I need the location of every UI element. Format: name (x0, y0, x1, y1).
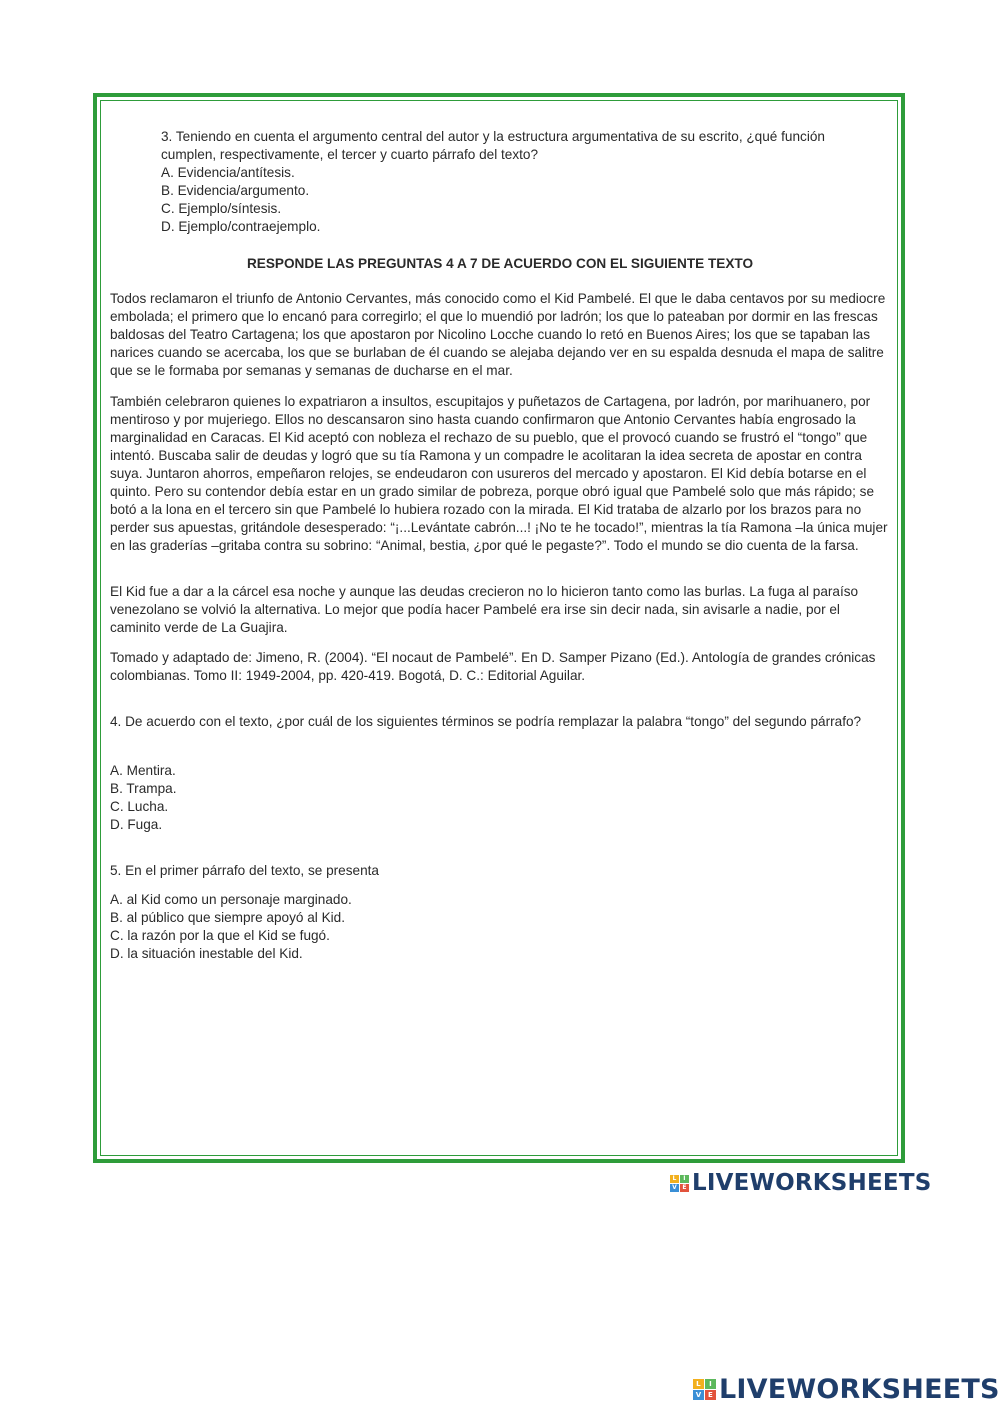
question-4-text: 4. De acuerdo con el texto, ¿por cuál de los siguientes términos se podría remplazar la palabra “tongo” del segundo párrafo? (110, 714, 862, 729)
question-4-option-c: C. Lucha. (110, 799, 169, 814)
question-3-option-a: A. Evidencia/antítesis. (161, 165, 295, 180)
liveworksheets-logo (670, 1170, 931, 1196)
reading-paragraph-1: Todos reclamaron el triunfo de Antonio Cervantes, más conocido como el Kid Pambelé. El que le daba centavos por su mediocre embolada; el primero que lo encanó para corregirlo; el que lo muendió por ladrón; los que lo pateaban por dormir en las frescas baldosas del Teatro Cartagena; los que apostaron por Nicolino Locche cuando lo retó en Buenos Aires; los que se tapaban las narices cuando se acercaba, los que se burlaban de él cuando se alejaba dejando ver en su espalda desnuda el mapa de salitre que se le formaba por semanas y semanas de ducharse en el mar. (110, 291, 886, 378)
question-3 (161, 128, 876, 236)
question-5-option-a: A. al Kid como un personaje marginado. (110, 892, 352, 907)
source-citation: Tomado y adaptado de: Jimeno, R. (2004). “El nocaut de Pambelé”. En D. Samper Pizano (Ed.). Antología de grandes crónicas colombianas. Tomo II: 1949-2004, pp. 420-419. Bogotá, D. C.: Editorial Aguilar. (110, 650, 876, 683)
logo-text: LIVEWORKSHEETS (719, 1374, 1000, 1405)
question-3-option-c: C. Ejemplo/síntesis. (161, 201, 282, 216)
section-heading: RESPONDE LAS PREGUNTAS 4 A 7 DE ACUERDO CON EL SIGUIENTE TEXTO (246, 256, 754, 271)
question-3-option-d: D. Ejemplo/contraejemplo. (161, 219, 321, 234)
live-mark-icon: L I V E (670, 1175, 689, 1192)
question-4-option-a: A. Mentira. (110, 763, 176, 778)
live-mark-icon: L I V E (693, 1379, 716, 1400)
question-5-option-d: D. la situación inestable del Kid. (110, 946, 303, 961)
logo-text: LIVEWORKSHEETS (692, 1170, 932, 1196)
question-5-options (110, 891, 890, 963)
question-4-options (110, 762, 890, 834)
question-5-option-b: B. al público que siempre apoyó al Kid. (110, 910, 346, 925)
question-5-option-c: C. la razón por la que el Kid se fugó. (110, 928, 330, 943)
question-3-text: 3. Teniendo en cuenta el argumento central del autor y la estructura argumentativa de su escrito, ¿qué función cumplen, respectivamente, el tercer y cuarto párrafo del texto? (161, 129, 825, 162)
question-5-text: 5. En el primer párrafo del texto, se presenta (110, 863, 379, 878)
question-4-option-b: B. Trampa. (110, 781, 177, 796)
reading-paragraph-3: El Kid fue a dar a la cárcel esa noche y aunque las deudas crecieron no lo hicieron tanto como las burlas. La fuga al paraíso venezolano se volvió la alternativa. Lo mejor que podía hacer Pambelé era irse sin decir nada, sin avisarle a nadie, por el caminito verde de La Guajira. (110, 584, 859, 635)
question-3-option-b: B. Evidencia/argumento. (161, 183, 310, 198)
question-4-option-d: D. Fuga. (110, 817, 163, 832)
liveworksheets-logo-footer (693, 1374, 1000, 1405)
reading-paragraph-2: También celebraron quienes lo expatriaron a insultos, escupitajos y puñetazos de Cartagena, por ladrón, por marihuanero, por mentiroso y por mujeriego. Ellos no descansaron sino hasta cuando confirmaron que Antonio Cervantes había engrosado la marginalidad en Caracas. El Kid aceptó con nobleza el rechazo de su pueblo, que el provocó cuando se frustró el “tongo” que intentó. Buscaba salir de deudas y logró que su tía Ramona y un compadre le acolitaran la idea secreta de apostar en contra suya. Juntaron ahorros, empeñaron relojes, se endeudaron con usureros del mercado y apostaron. El Kid debía botarse en el quinto. Pero su contendor debía estar en un grado similar de pobreza, porque obró igual que Pambelé solo que más rápido; se botó a la lona en el tercero sin que Pambelé lo hubiera rozado con la mirada. El Kid trataba de alzarlo por los brazos para no perder sus apuestas, gritándole desesperado: “¡...Levántate cabrón...! ¡No te he tocado!”, mientras la tía Ramona –la única mujer en las graderías –gritaba contra su sobrino: “Animal, bestia, ¿por qué le pegaste?”. Todo el mundo se dio cuenta de la farsa. (110, 394, 888, 553)
